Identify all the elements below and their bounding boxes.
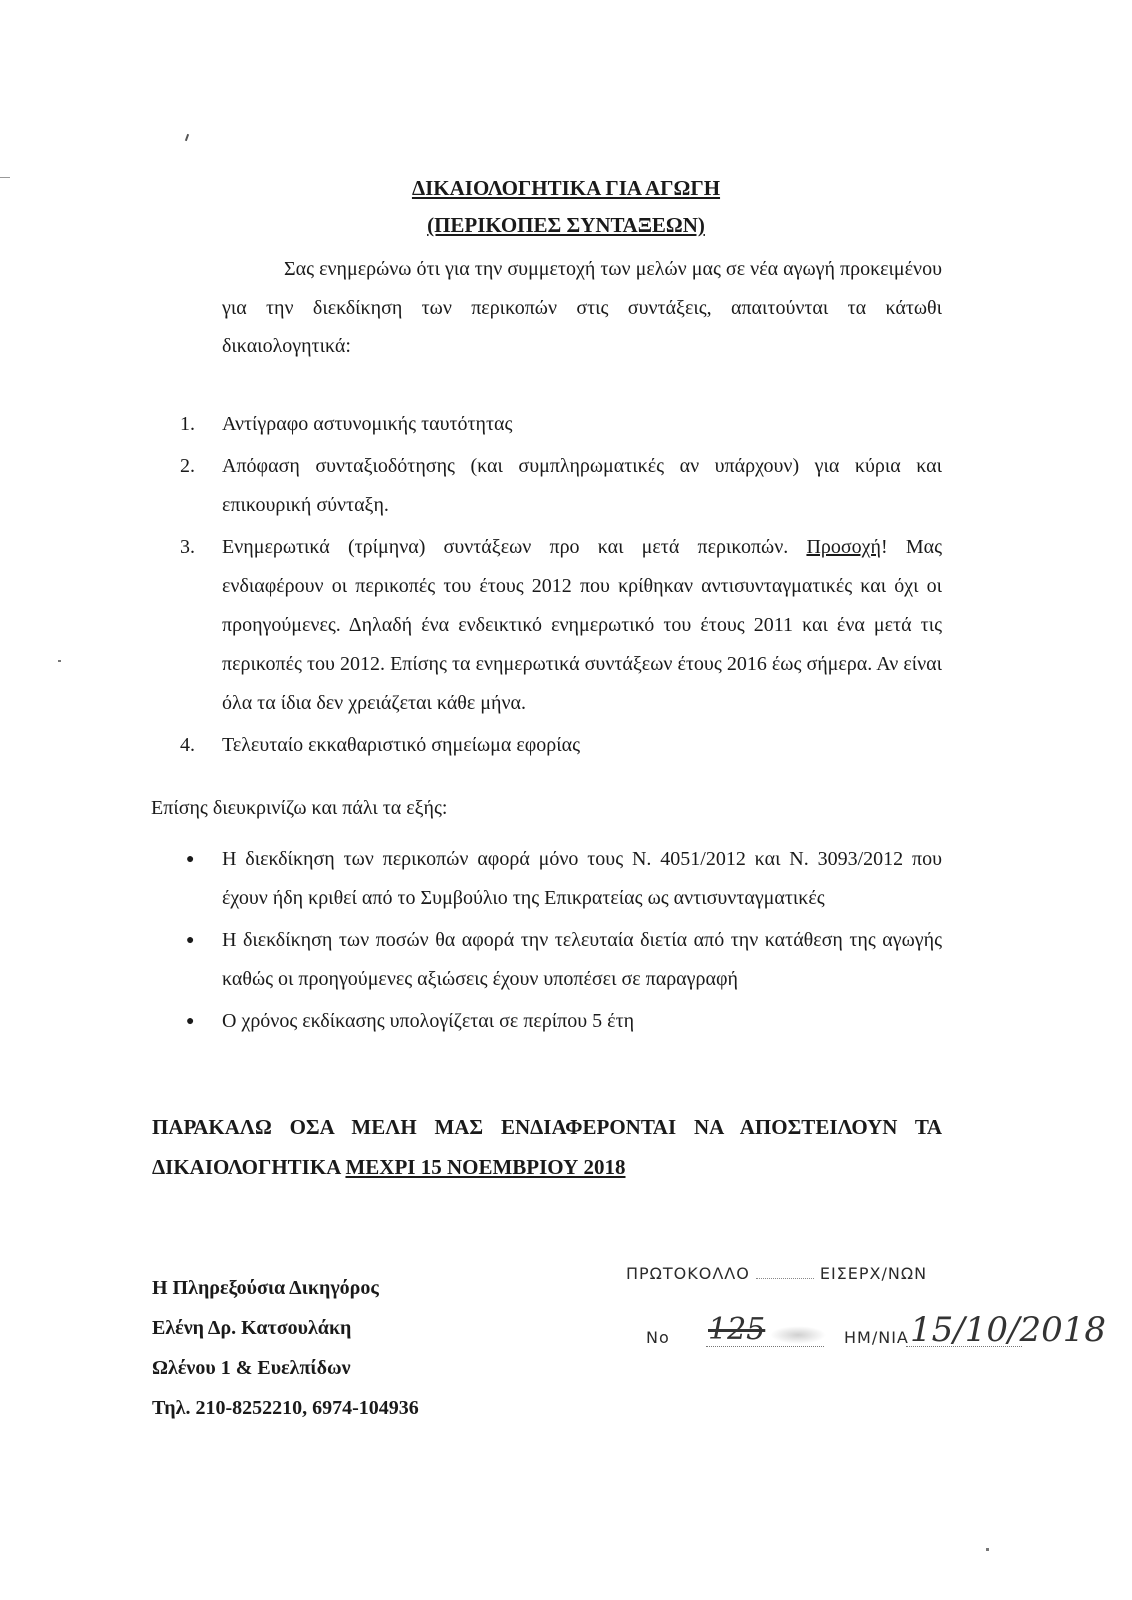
signature-phone: Τηλ. 210-8252210, 6974-104936 [152, 1397, 419, 1419]
deadline-notice [152, 1107, 942, 1187]
item-text: Η διεκδίκηση των περικοπών αφορά μόνο τους Ν. 4051/2012 και Ν. 3093/2012 που έχουν ήδη κριθεί από το Συμβούλιο της Επικρατείας ως αντισυνταγματικές [222, 848, 942, 909]
list-item [180, 726, 942, 765]
item-text: Αντίγραφο αστυνομικής ταυτότητας [222, 413, 513, 435]
item-text: Τελευταίο εκκαθαριστικό σημείωμα εφορίας [222, 734, 581, 756]
requirements-list [180, 405, 942, 765]
stamp-date-label: ΗΜ/ΝΙΑ [844, 1328, 909, 1347]
list-item [180, 405, 942, 444]
stamp-incoming-label: ΕΙΣΕΡΧ/ΝΩΝ [819, 1264, 928, 1283]
item-text: Απόφαση συνταξιοδότησης (και συμπληρωματικές αν υπάρχουν) για κύρια και επικουρική σύνταξη. [222, 455, 942, 516]
list-item [180, 1002, 942, 1041]
list-item [180, 528, 942, 723]
warning-word: Προσοχή [806, 536, 881, 558]
item-text-cont: ! Μας ενδιαφέρουν οι περικοπές του έτους 2012 που κρίθηκαν αντισυνταγματικές και όχι οι προηγούμενες. Δηλαδή ένα ενδεικτικό ενημερωτικό του έτους 2011 και ένα μετά τις περικοπές του 2012. Επίσης τα ενημερωτικά συντάξεων έτους 2016 έως σήμερα. Αν είναι όλα τα ίδια δεν χρειάζεται κάθε μήνα. [222, 536, 942, 714]
scan-mark [58, 660, 61, 662]
item-number: 4. [180, 734, 195, 756]
item-number: 1. [180, 413, 195, 435]
stamp-no-label: No [646, 1328, 670, 1347]
stamp-date: 15/10/2018 [910, 1310, 1106, 1350]
list-item [180, 447, 942, 525]
signature-role: Η Πληρεξούσια Δικηγόρος [152, 1277, 379, 1299]
item-number: 3. [180, 536, 195, 558]
stamp-divider [756, 1278, 814, 1279]
list-item [180, 840, 942, 918]
scan-mark [185, 134, 189, 141]
scan-mark [986, 1548, 989, 1551]
stamp-protocol-label: ΠΡΩΤΟΚΟΛΛΟ [626, 1264, 750, 1283]
protocol-stamp [620, 1254, 1106, 1394]
notice-text: ΠΑΡΑΚΑΛΩ ΟΣΑ ΜΕΛΗ ΜΑΣ ΕΝΔΙΑΦΕΡΟΝΤΑΙ ΝΑ ΑΠΟΣΤΕΙΛΟΥΝ ΤΑ ΔΙΚΑΙΟΛΟΓΗΤΙΚΑ [152, 1115, 942, 1179]
item-text: Ενημερωτικά (τρίμηνα) συντάξεων προ και μετά περικοπών. [222, 536, 789, 558]
item-number: 2. [180, 455, 195, 477]
bullet-icon: ● [186, 852, 195, 867]
signature-address: Ωλένου 1 & Ευελπίδων [152, 1357, 351, 1379]
document-title: ΔΙΚΑΙΟΛΟΓΗΤΙΚΑ ΓΙΑ ΑΓΩΓΗ [411, 176, 721, 200]
bullet-icon: ● [186, 933, 195, 948]
stamp-smudge [770, 1326, 826, 1344]
signature-name: Ελένη Δρ. Κατσουλάκη [152, 1317, 352, 1339]
stamp-header [626, 1264, 927, 1283]
bullet-icon: ● [186, 1014, 195, 1029]
clarifications-list [180, 840, 942, 1041]
list-item [180, 921, 942, 999]
notice-deadline: ΜΕΧΡΙ 15 ΝΟΕΜΒΡΙΟΥ 2018 [345, 1155, 626, 1179]
stamp-number: 125 [708, 1312, 766, 1347]
document-subtitle: (ΠΕΡΙΚΟΠΕΣ ΣΥΝΤΑΞΕΩΝ) [427, 213, 705, 237]
signature-block [152, 1268, 419, 1428]
item-text: Ο χρόνος εκδίκασης υπολογίζεται σε περίπου 5 έτη [222, 1010, 635, 1032]
intro-paragraph: Σας ενημερώνω ότι για την συμμετοχή των μελών μας σε νέα αγωγή προκειμένου για την διεκδίκηση των περικοπών στις συντάξεις, απαιτούνται τα κάτωθι δικαιολογητικά: [222, 258, 942, 357]
item-text: Η διεκδίκηση των ποσών θα αφορά την τελευταία διετία από την κατάθεση της αγωγής καθώς οι προηγούμενες αξιώσεις έχουν υποπέσει σε παραγραφή [222, 929, 942, 990]
clarification-heading: Επίσης διευκρινίζω και πάλι τα εξής: [151, 797, 448, 819]
